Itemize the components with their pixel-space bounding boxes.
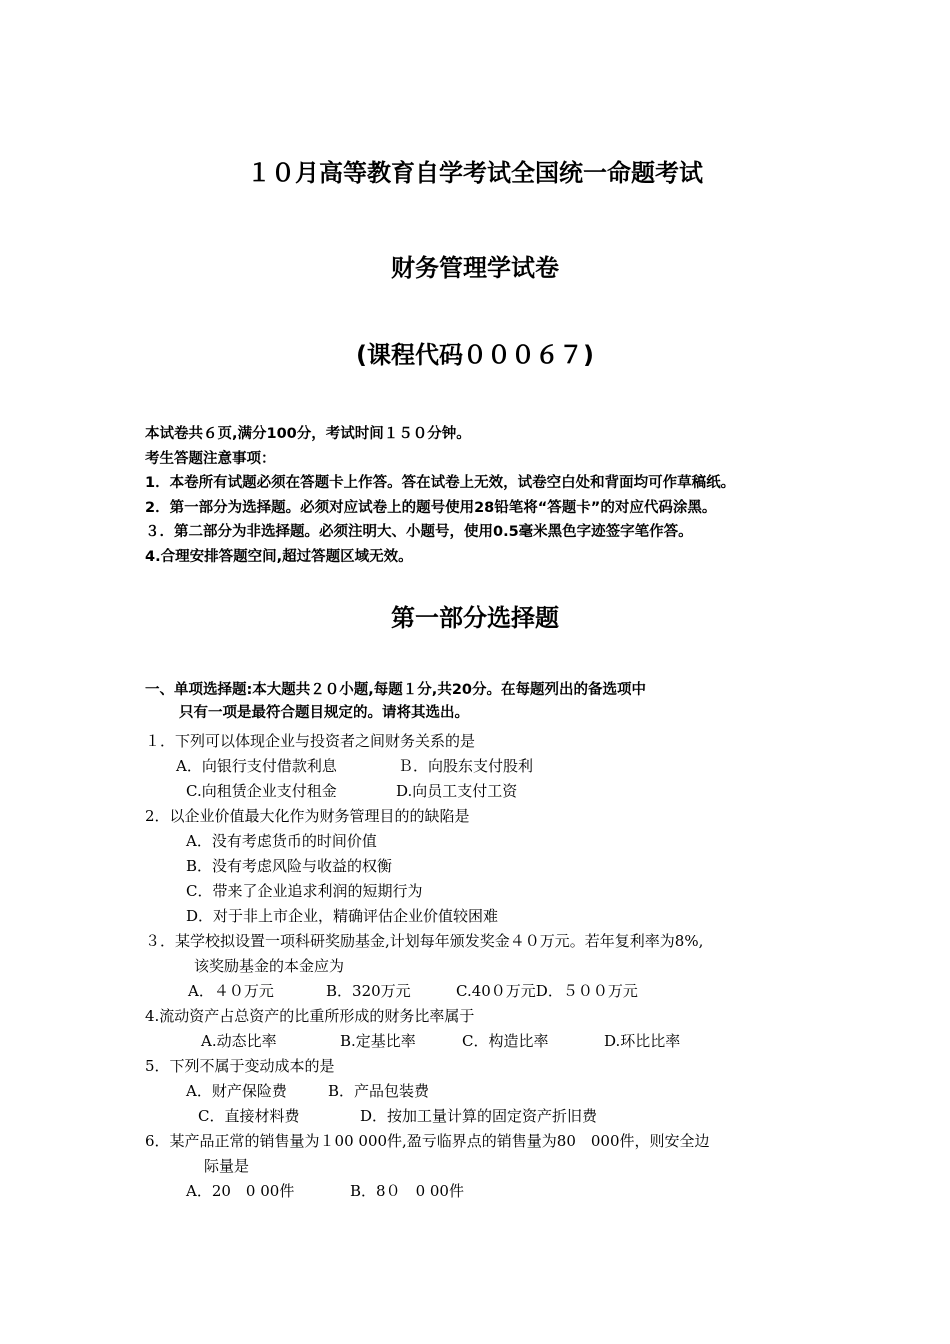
q6-option-a: A．20 0 00件	[186, 1182, 295, 1200]
q1-option-c: C.向租赁企业支付租金	[186, 782, 337, 800]
q2-option-a: A．没有考虑货币的时间价值	[186, 832, 377, 850]
note-line: 4.合理安排答题空间,超过答题区域无效。	[145, 548, 413, 565]
q2-option-c: C．带来了企业追求利润的短期行为	[186, 882, 423, 900]
q3-option-b: B．320万元	[326, 982, 411, 1000]
q6-stem-cont: 际量是	[204, 1157, 250, 1175]
exam-title: １０月高等教育自学考试全国统一命题考试	[247, 159, 703, 187]
note-line: 1．本卷所有试题必须在答题卡上作答。答在试卷上无效，试卷空白处和背面均可作草稿纸。	[145, 475, 736, 491]
q5-option-a: A．财产保险费	[186, 1082, 287, 1100]
q4-option-c: C．构造比率	[462, 1032, 549, 1050]
note-line: 本试卷共６页,满分100分，考试时间１５０分钟。	[145, 426, 471, 442]
q6-stem: 6．某产品正常的销售量为１00 000件,盈亏临界点的销售量为80 000件，则安全边	[145, 1132, 710, 1150]
q3-stem: ３．某学校拟设置一项科研奖励基金,计划每年颁发奖金４０万元。若年复利率为8%,	[145, 932, 704, 950]
q2-stem: 2．以企业价值最大化作为财务管理目的的缺陷是	[145, 807, 470, 825]
exam-notes	[145, 422, 735, 569]
note-line: ３．第二部分为非选择题。必须注明大、小题号，使用0.5毫米黑色字迹签字笔作答。	[145, 524, 693, 540]
q6-option-b: B．8０ 0 00件	[350, 1182, 464, 1200]
section1-instructions	[145, 679, 646, 725]
exam-subtitle: 财务管理学试卷	[391, 254, 559, 282]
q2-option-b: B．没有考虑风险与收益的权衡	[186, 857, 393, 875]
note-line: 考生答题注意事项：	[145, 450, 276, 467]
q5-option-b: B．产品包装费	[328, 1082, 430, 1100]
course-code: (课程代码０００６７)	[356, 341, 594, 369]
part1-title: 第一部分选择题	[391, 604, 559, 632]
q5-option-c: C．直接材料费	[198, 1107, 300, 1125]
q4-option-d: D.环比比率	[604, 1032, 681, 1050]
q5-stem: 5．下列不属于变动成本的是	[145, 1057, 335, 1075]
q4-option-a: A.动态比率	[201, 1032, 277, 1050]
q1-option-b: Ｂ．向股东支付股利	[398, 757, 534, 775]
note-line: 2．第一部分为选择题。必须对应试卷上的题号使用28铅笔将“答题卡”的对应代码涂黑。	[145, 499, 717, 516]
q1-option-a: A．向银行支付借款利息	[176, 757, 337, 775]
section1-line1: 一、单项选择题:本大题共２０小题,每题１分,共20分。在每题列出的备选项中	[145, 682, 646, 698]
q3-option-cd: C.40０万元D．５００万元	[456, 982, 638, 1000]
q2-option-d: D．对于非上市企业，精确评估企业价值较困难	[186, 907, 499, 925]
q4-stem: 4.流动资产占总资产的比重所形成的财务比率属于	[145, 1007, 475, 1025]
q1-stem: １．下列可以体现企业与投资者之间财务关系的是	[145, 732, 476, 750]
q4-option-b: B.定基比率	[340, 1032, 416, 1050]
q3-option-a: A．４０万元	[188, 982, 274, 1000]
section1-line2: 只有一项是最符合题目规定的。请将其选出。	[179, 705, 469, 721]
q3-stem-cont: 该奖励基金的本金应为	[194, 957, 345, 975]
q5-option-d: D．按加工量计算的固定资产折旧费	[360, 1107, 598, 1125]
q1-option-d: D.向员工支付工资	[396, 782, 518, 800]
